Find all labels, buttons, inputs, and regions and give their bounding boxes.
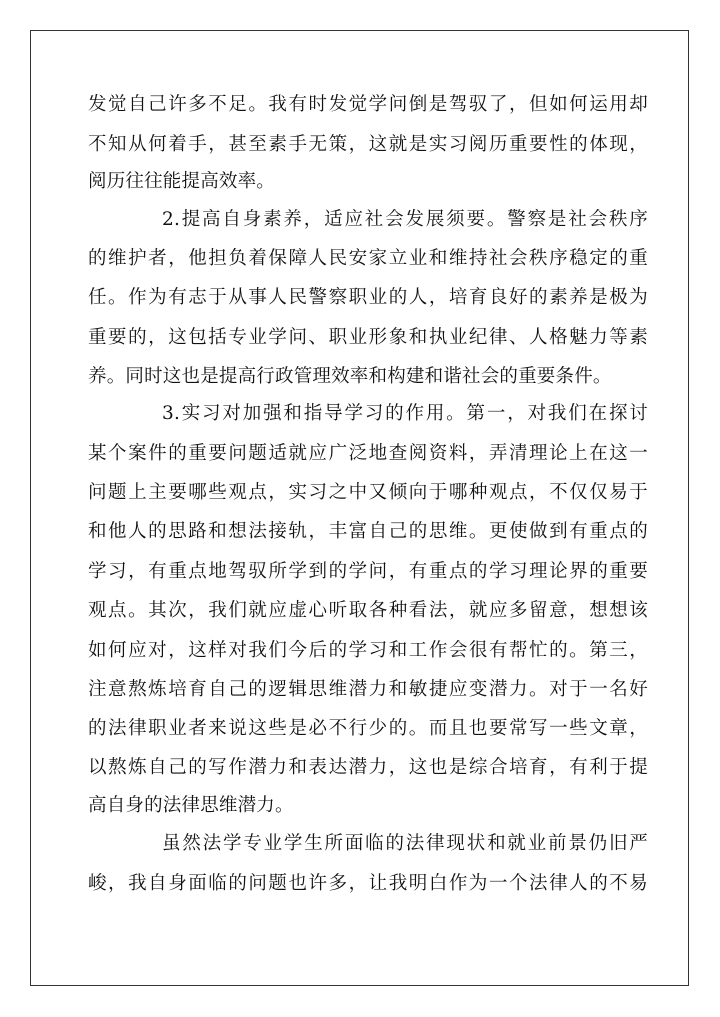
text-line: 如何应对，这样对我们今后的学习和工作会很有帮忙的。第三， (88, 640, 648, 661)
text-line: 重要的，这包括专业学问、职业形象和执业纪律、人格魅力等素 (88, 327, 648, 348)
paragraph-2-heading-line: 2.提高自身素养，适应社会发展须要。警察是社会秩序 (162, 209, 648, 230)
text-line: 注意熬炼培育自己的逻辑思维潜力和敏捷应变潜力。对于一名好 (88, 679, 648, 700)
text-line: 某个案件的重要问题适就应广泛地查阅资料，弄清理论上在这一 (88, 443, 648, 464)
text-line: 发觉自己许多不足。我有时发觉学问倒是驾驭了，但如何运用却 (88, 94, 648, 115)
text-line: 养。同时这也是提高行政管理效率和构建和谐社会的重要条件。 (88, 366, 612, 387)
text-line: 观点。其次，我们就应虚心听取各种看法，就应多留意，想想该 (88, 600, 648, 621)
paragraph-4-first-line: 虽然法学专业学生所面临的法律现状和就业前景仍旧严 (162, 833, 648, 854)
text-line: 学习，有重点地驾驭所学到的学问，有重点的学习理论界的重要 (88, 561, 648, 582)
paragraph-3-heading-line: 3.实习对加强和指导学习的作用。第一，对我们在探讨 (162, 403, 648, 424)
text-line: 高自身的法律思维潜力。 (88, 795, 294, 816)
text-line: 任。作为有志于从事人民警察职业的人，培育良好的素养是极为 (88, 287, 648, 308)
text-line: 和他人的思路和想法接轨，丰富自己的思维。更使做到有重点的 (88, 521, 648, 542)
text-line: 阅历往往能提高效率。 (88, 171, 276, 192)
text-line: 的法律职业者来说这些是必不行少的。而且也要常写一些文章， (88, 718, 648, 739)
text-line: 不知从何着手，甚至素手无策，这就是实习阅历重要性的体现， (88, 134, 648, 155)
text-line: 以熬炼自己的写作潜力和表达潜力，这也是综合培育，有利于提 (88, 757, 648, 778)
text-line: 峻，我自身面临的问题也许多，让我明白作为一个法律人的不易 (88, 873, 648, 894)
text-line: 的维护者，他担负着保障人民安家立业和维持社会秩序稳定的重 (88, 248, 648, 269)
text-line: 问题上主要哪些观点，实习之中又倾向于哪种观点，不仅仅易于 (88, 482, 648, 503)
